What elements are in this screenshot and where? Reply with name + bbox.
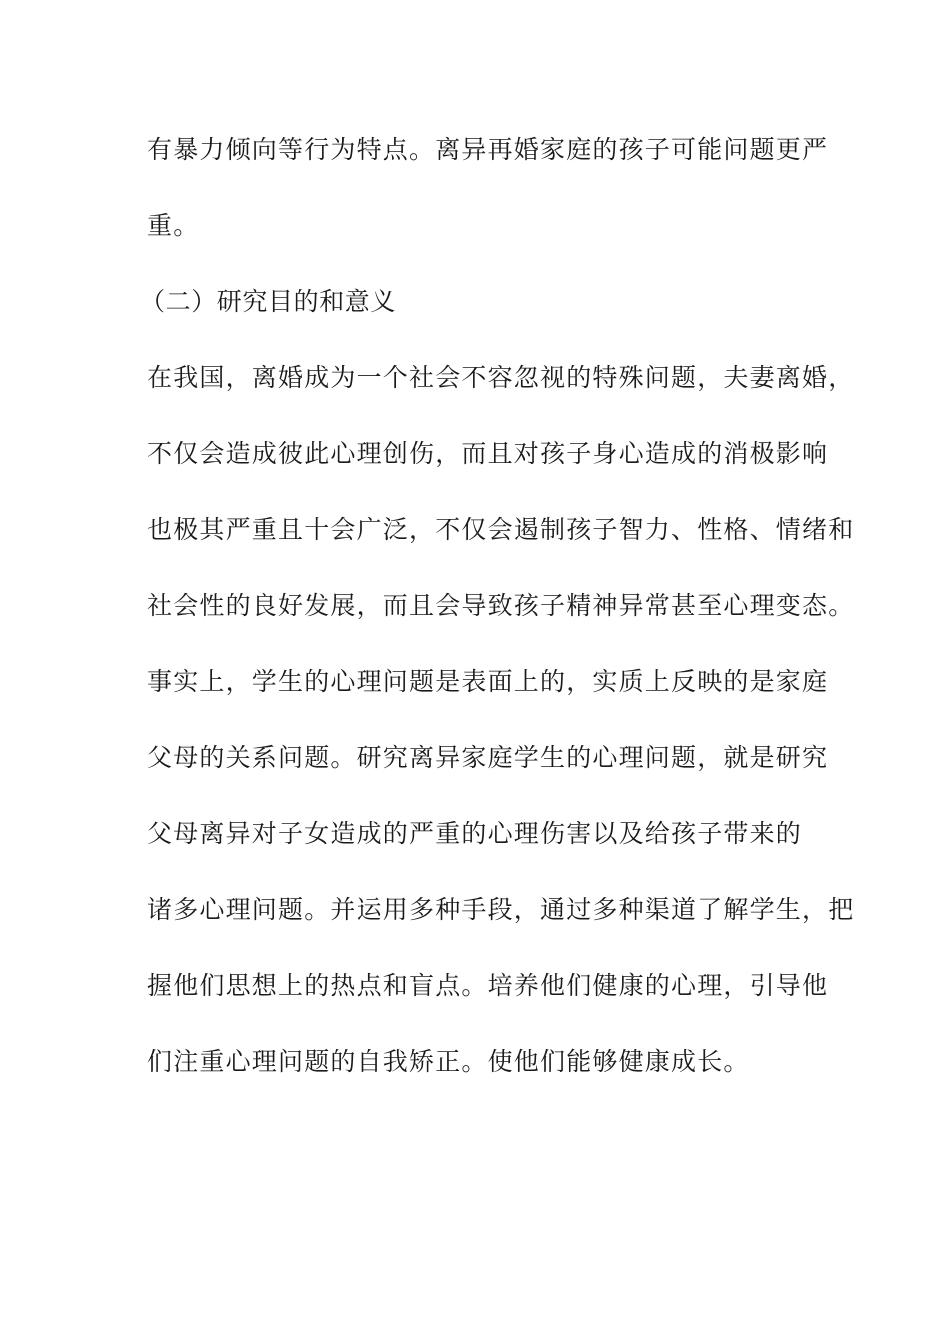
- text-line-7: 事实上，学生的心理问题是表面上的，实质上反映的是家庭: [147, 667, 829, 696]
- text-line-6: 社会性的良好发展，而且会导致孩子精神异常甚至心理变态。: [147, 591, 855, 620]
- section-heading: （二）研究目的和意义: [140, 287, 397, 316]
- text-line-4: 不仅会造成彼此心理创伤，而且对孩子身心造成的消极影响: [147, 439, 829, 468]
- text-line-3: 在我国，离婚成为一个社会不容忽视的特殊问题，夫妻离婚，: [147, 363, 855, 392]
- text-line-11: 握他们思想上的热点和盲点。培养他们健康的心理，引导他: [147, 971, 829, 1000]
- text-line-8: 父母的关系问题。研究离异家庭学生的心理问题，就是研究: [147, 743, 829, 772]
- text-line-2: 重。: [147, 211, 200, 240]
- text-line-1: 有暴力倾向等行为特点。离异再婚家庭的孩子可能问题更严: [147, 135, 829, 164]
- text-line-9: 父母离异对子女造成的严重的心理伤害以及给孩子带来的: [147, 819, 803, 848]
- text-line-12: 们注重心理问题的自我矫正。使他们能够健康成长。: [147, 1047, 750, 1076]
- text-line-10: 诸多心理问题。并运用多种手段，通过多种渠道了解学生，把: [147, 895, 855, 924]
- text-line-5: 也极其严重且十会广泛，不仅会遏制孩子智力、性格、情绪和: [147, 515, 855, 544]
